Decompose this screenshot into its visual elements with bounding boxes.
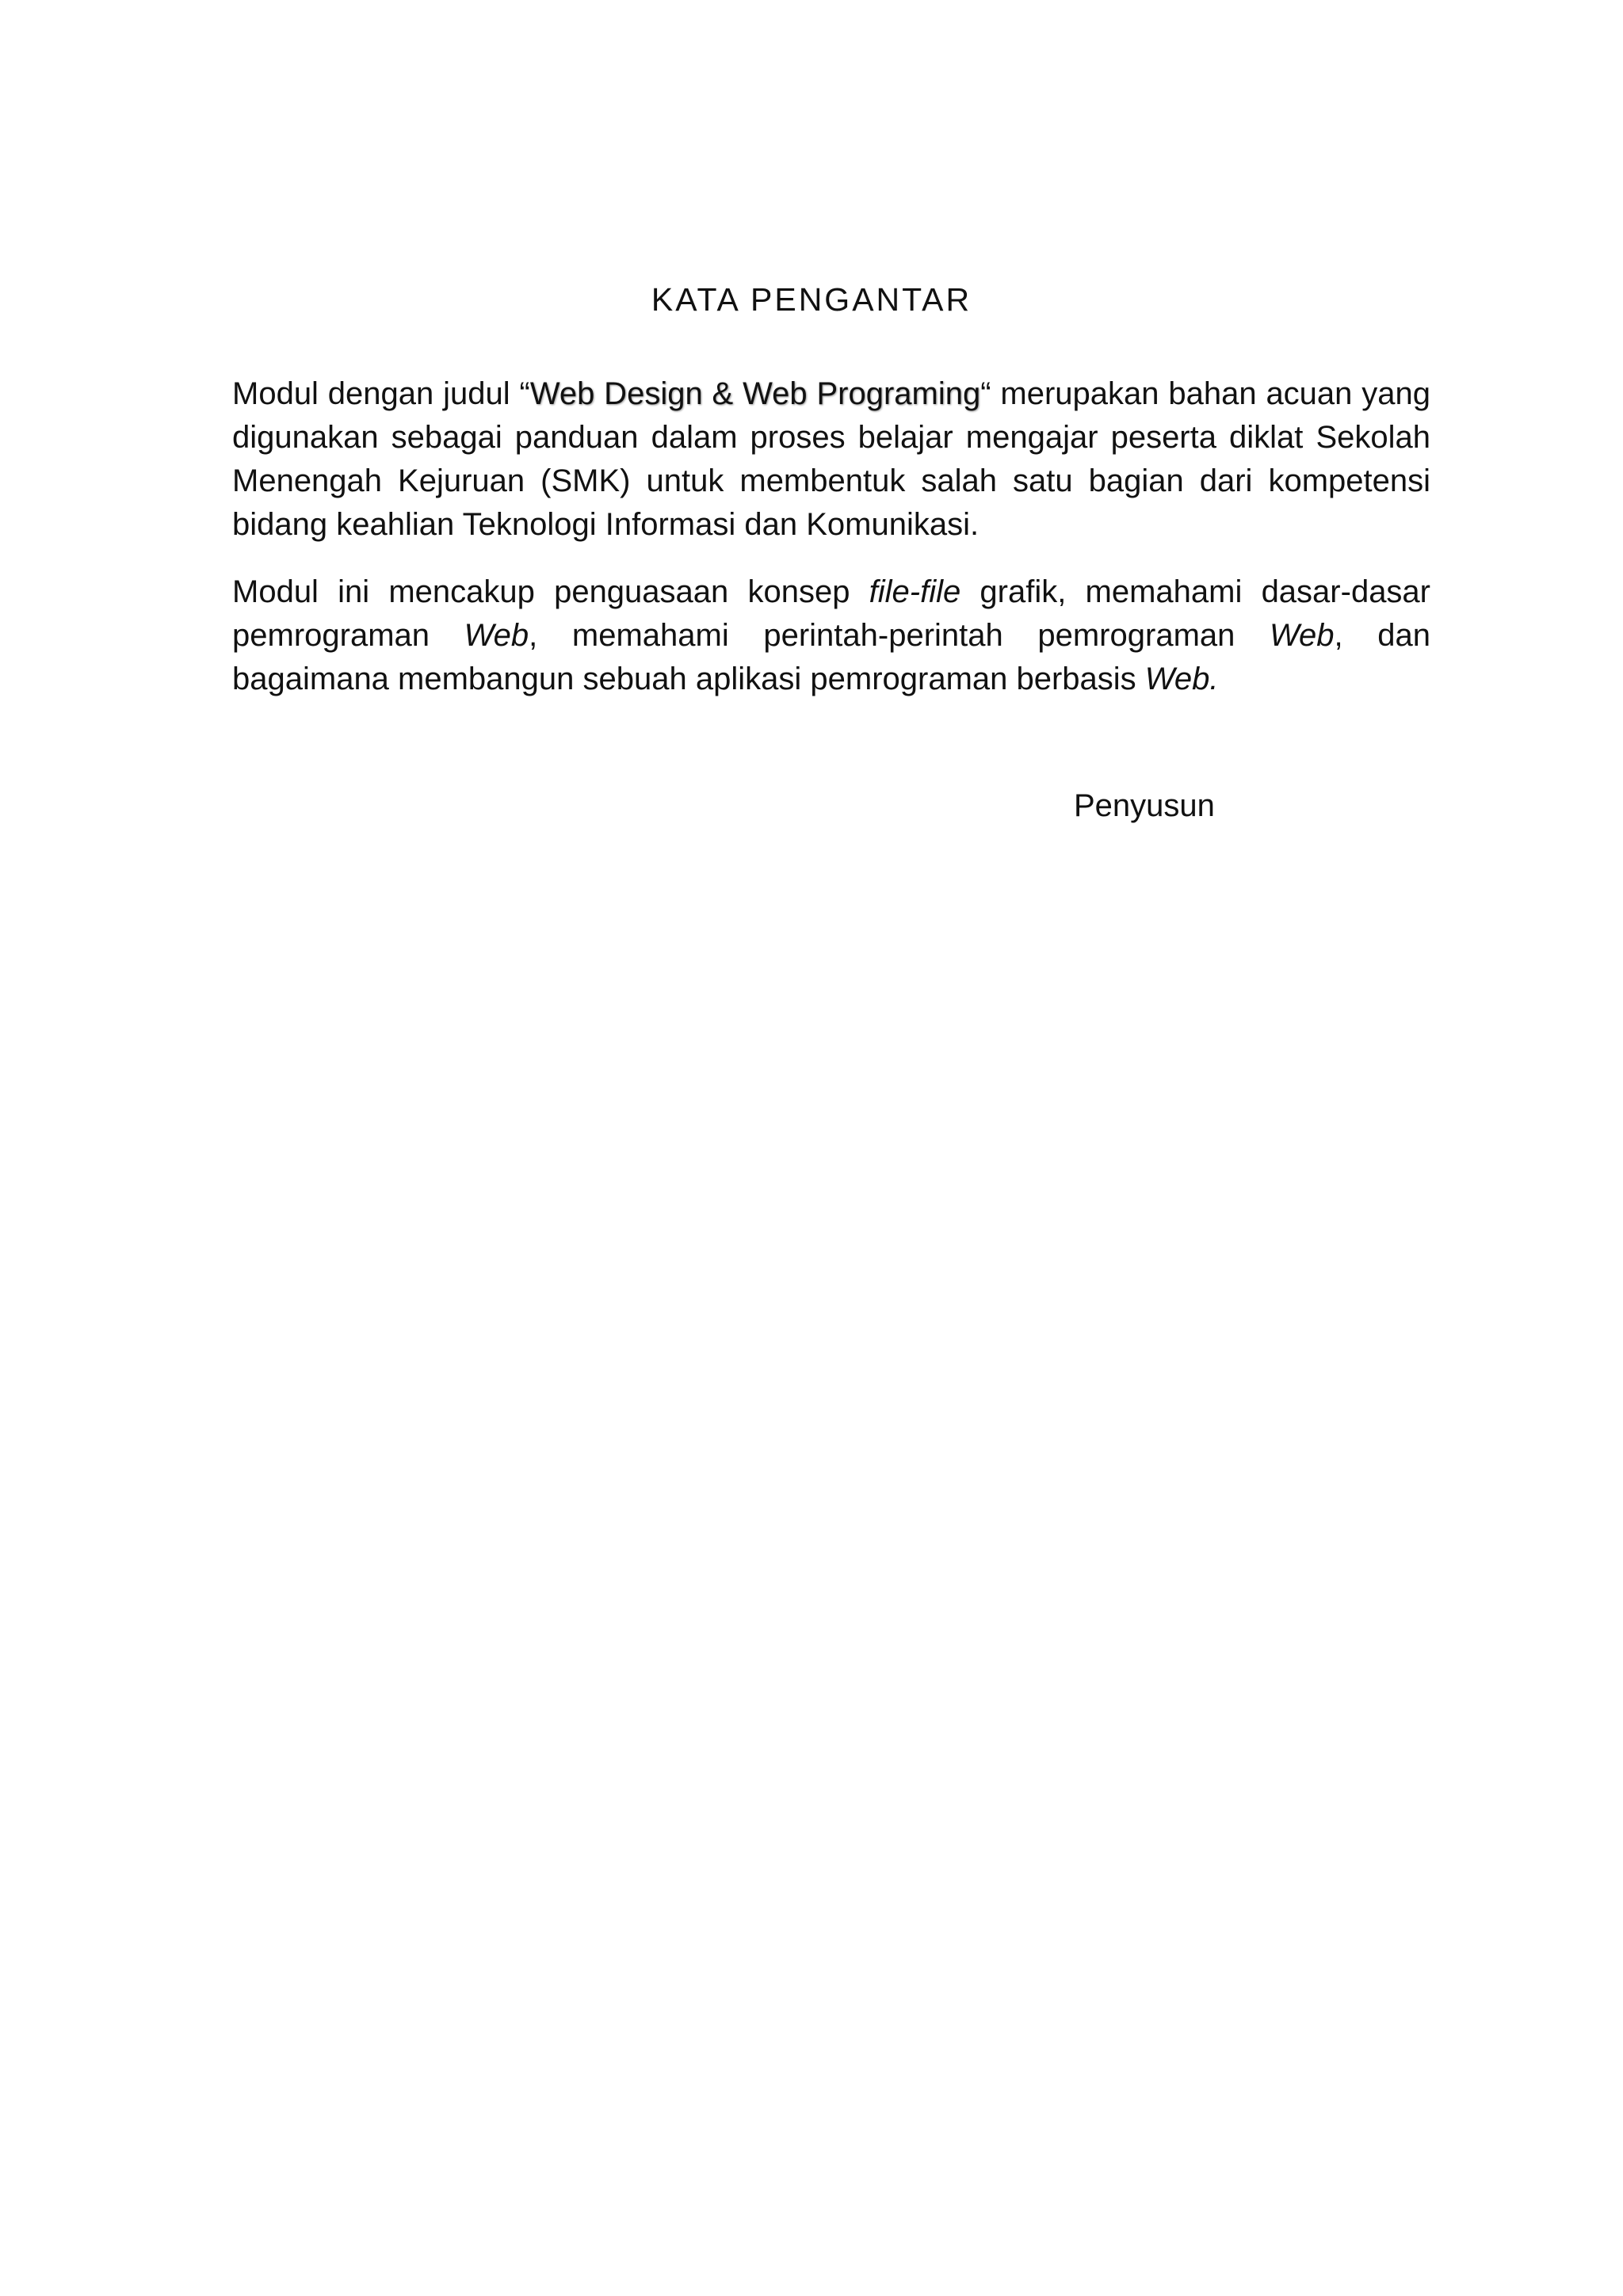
signature: Penyusun <box>1074 788 1215 823</box>
italic-term-file-file: file-file <box>869 574 961 609</box>
paragraph-scope-text-3: , memahami perintah-perintah pemrograman <box>529 618 1270 653</box>
paragraph-scope-text-1: Modul ini mencakup penguasaan konsep <box>232 574 869 609</box>
module-title: Web Design & Web Programing <box>529 376 981 411</box>
paragraph-intro <box>232 372 1430 547</box>
paragraph-scope <box>232 570 1430 701</box>
paragraph-scope-text-4: , dan bagaimana membangun sebuah aplikasi pemrograman berbasis <box>232 618 1430 696</box>
paragraph-scope-text-2: grafik, memahami dasar-dasar pemrograman <box>232 574 1431 653</box>
page-title: KATA PENGANTAR <box>651 281 972 318</box>
paragraph-intro-text-1: Modul dengan judul “ <box>232 376 530 411</box>
italic-term-web-2: Web <box>1270 618 1335 653</box>
paragraph-intro-text-2: “ merupakan bahan acuan yang digunakan sebagai panduan dalam proses belajar mengajar peserta diklat Sekolah Menengah Kejuruan (SMK) untuk membentuk salah satu bagian dari kompetensi bidang keahlian Teknologi Informasi dan Komunikasi. <box>232 376 1431 542</box>
italic-term-web-3: Web. <box>1144 662 1219 696</box>
italic-term-web-1: Web <box>464 618 529 653</box>
